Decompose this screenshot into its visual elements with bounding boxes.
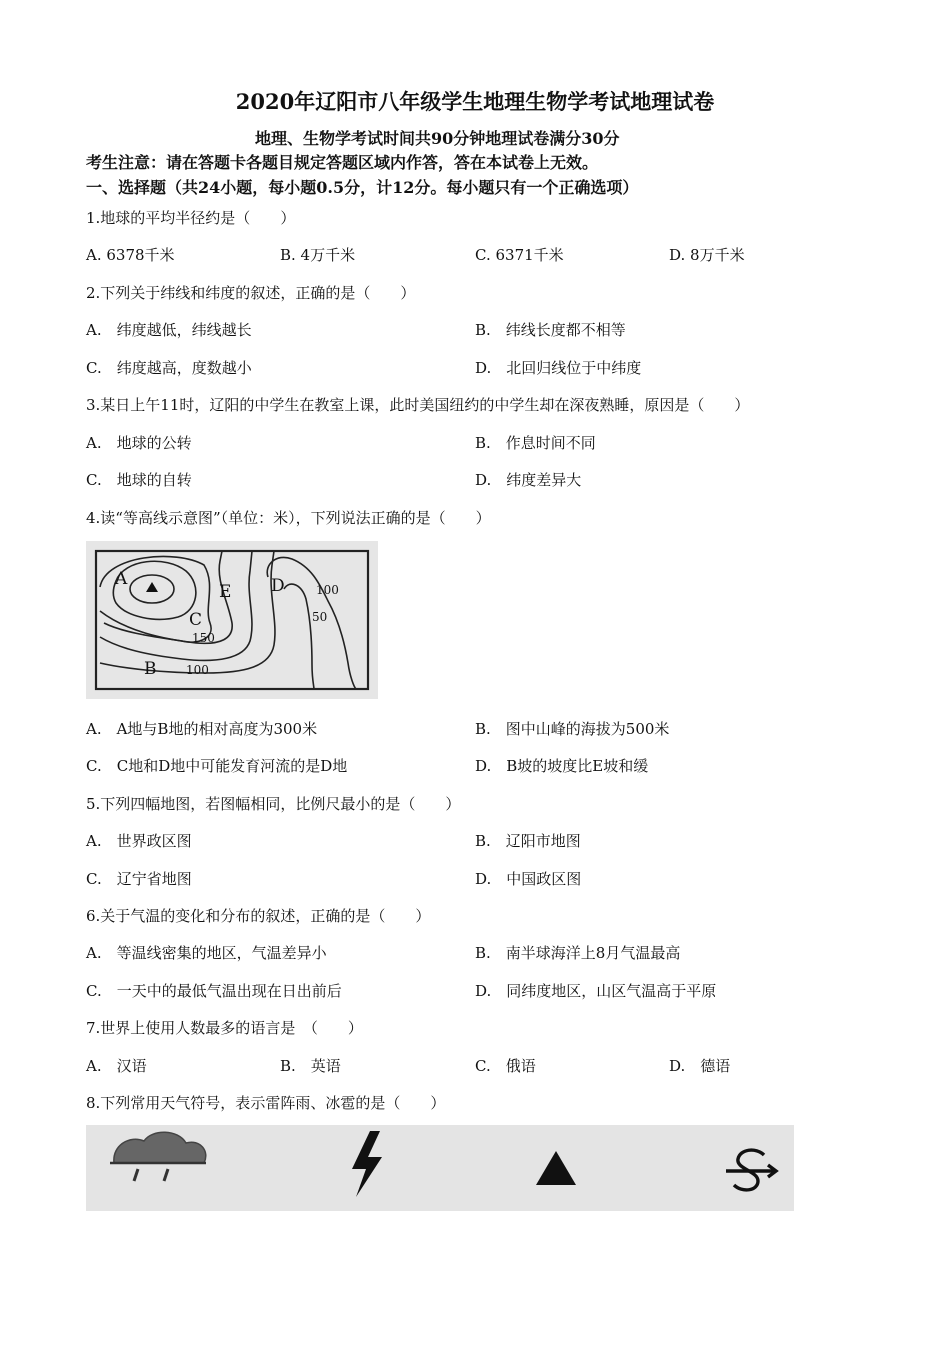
option-c: C. 一天中的最低气温出现在日出前后 — [86, 982, 342, 1000]
option-d: D. 中国政区图 — [475, 870, 582, 888]
question-stem: 2.下列关于纬线和纬度的叙述，正确的是（ ） — [86, 284, 416, 302]
point-label-b: B — [144, 659, 157, 679]
question-stem: 7.世界上使用人数最多的语言是 （ ） — [86, 1019, 363, 1037]
option-b: B. 4万千米 — [280, 246, 356, 264]
option-d: D. 德语 — [669, 1057, 731, 1075]
exam-info: 地理、生物学考试时间共90分钟地理试卷满分30分 — [255, 129, 620, 148]
option-c: C. C地和D地中可能发育河流的是D地 — [86, 757, 348, 775]
contour-value-100: 100 — [186, 663, 209, 677]
option-c: C. 6371千米 — [475, 246, 564, 264]
contour-value-100: 100 — [316, 583, 339, 597]
contour-map — [86, 541, 378, 699]
option-c: C. 俄语 — [475, 1057, 536, 1075]
option-a: A. 等温线密集的地区，气温差异小 — [86, 944, 327, 962]
option-d: D. 8万千米 — [669, 246, 745, 264]
question-stem: 4.读“等高线示意图”（单位：米），下列说法正确的是（ ） — [86, 509, 491, 527]
option-c: C. 辽宁省地图 — [86, 870, 192, 888]
point-label-e: E — [219, 582, 232, 602]
point-label-a: A — [115, 569, 128, 589]
question-stem: 8.下列常用天气符号，表示雷阵雨、冰雹的是（ ） — [86, 1094, 446, 1112]
option-c: C. 地球的自转 — [86, 471, 192, 489]
exam-notice: 考生注意：请在答题卡各题目规定答题区域内作答，答在本试卷上无效。 — [86, 153, 599, 172]
option-a: A. 汉语 — [86, 1057, 147, 1075]
option-d: D. B坡的坡度比E坡和缓 — [475, 757, 649, 775]
page-title: 2020年辽阳市八年级学生地理生物学考试地理试卷 — [235, 89, 715, 114]
question-stem: 1.地球的平均半径约是（ ） — [86, 209, 296, 227]
question-stem: 5.下列四幅地图，若图幅相同，比例尺最小的是（ ） — [86, 795, 461, 813]
option-a: A. 世界政区图 — [86, 832, 192, 850]
option-b: B. 辽阳市地图 — [475, 832, 581, 850]
option-b: B. 英语 — [280, 1057, 341, 1075]
option-a: A. 6378千米 — [86, 246, 175, 264]
option-b: B. 作息时间不同 — [475, 434, 596, 452]
question-stem: 3.某日上午11时，辽阳的中学生在教室上课，此时美国纽约的中学生却在深夜熟睡，原因是（ ） — [86, 396, 750, 414]
option-a: A. A地与B地的相对高度为300米 — [86, 720, 318, 738]
option-d: D. 北回归线位于中纬度 — [475, 359, 642, 377]
contour-value-150: 150 — [192, 631, 215, 645]
option-a: A. 地球的公转 — [86, 434, 192, 452]
point-label-c: C — [189, 610, 203, 630]
section-heading: 一、选择题（共24小题，每小题0.5分，计12分。每小题只有一个正确选项） — [86, 178, 639, 197]
option-c: C. 纬度越高，度数越小 — [86, 359, 252, 377]
question-stem: 6.关于气温的变化和分布的叙述，正确的是（ ） — [86, 907, 431, 925]
point-label-d: D — [271, 576, 285, 596]
option-b: B. 纬线长度都不相等 — [475, 321, 626, 339]
option-d: D. 同纬度地区，山区气温高于平原 — [475, 982, 717, 1000]
option-d: D. 纬度差异大 — [475, 471, 582, 489]
option-a: A. 纬度越低，纬线越长 — [86, 321, 252, 339]
option-b: B. 南半球海洋上8月气温最高 — [475, 944, 681, 962]
weather-symbols-strip — [86, 1125, 794, 1211]
contour-value-50: 50 — [312, 610, 328, 624]
option-b: B. 图中山峰的海拔为500米 — [475, 720, 670, 738]
